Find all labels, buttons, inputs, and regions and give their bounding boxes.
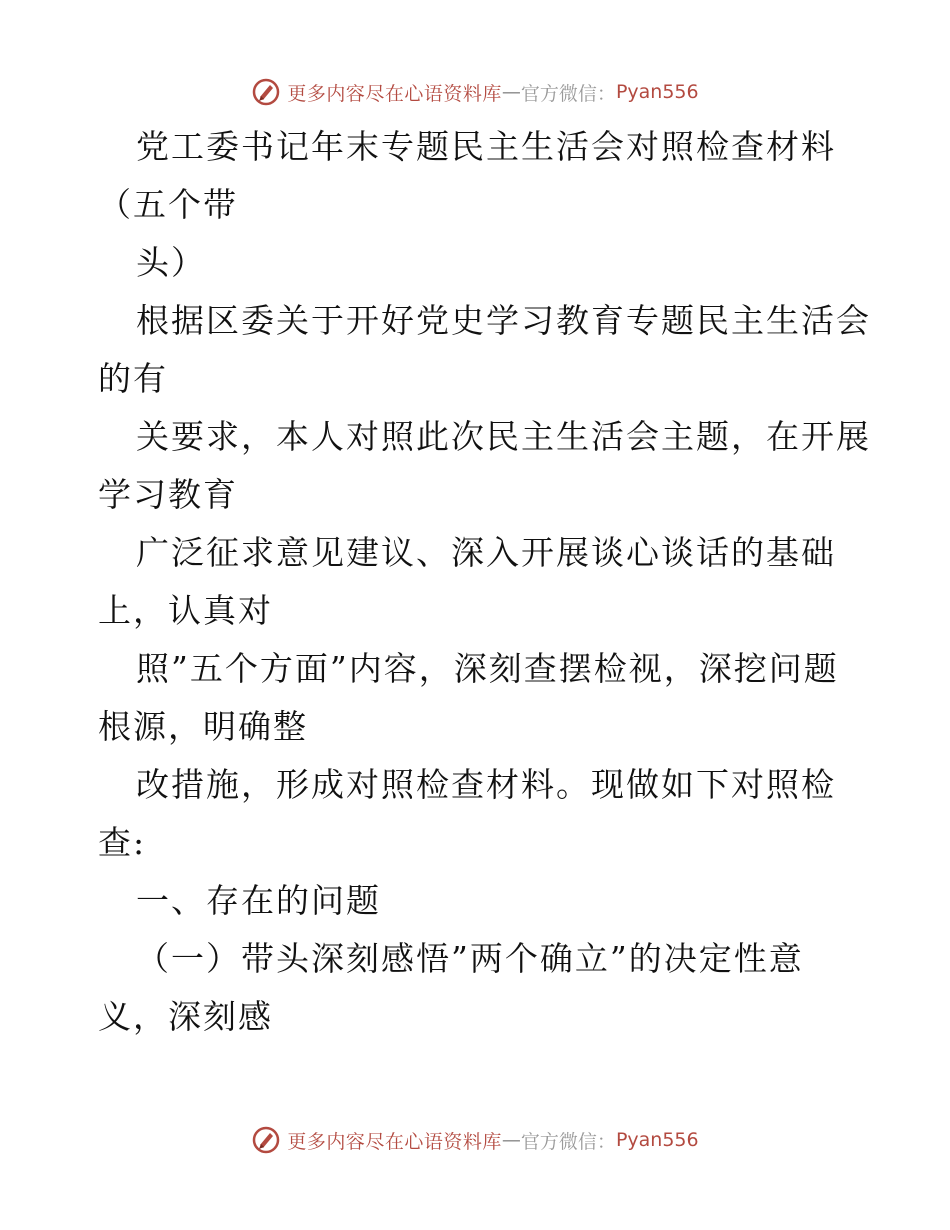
header-watermark-banner [0, 72, 950, 112]
subsection-heading-continued: 义，深刻感 [98, 997, 273, 1036]
logo-icon [251, 77, 281, 107]
footer-watermark-banner [0, 1120, 950, 1160]
document-body [98, 118, 871, 1046]
paragraph-line: 广泛征求意见建议、深入开展谈心谈话的基础 [136, 533, 836, 572]
subsection-heading: （一）带头深刻感悟”两个确立”的决定性意 [136, 939, 804, 978]
banner-text: 更多内容尽在心语资料库 [287, 1130, 502, 1153]
banner-text: 更多内容尽在心语资料库 [287, 82, 502, 105]
logo-icon [251, 1125, 281, 1155]
paragraph-line: 根据区委关于开好党史学习教育专题民主生活会 [136, 301, 871, 340]
document-title-line-1: 党工委书记年末专题民主生活会对照检查材料 [136, 127, 836, 166]
paragraph-line: 查: [98, 823, 147, 862]
banner-wechat-label: 官方微信： [520, 82, 616, 105]
banner-separator: — [501, 81, 521, 103]
section-heading: 一、存在的问题 [136, 881, 381, 920]
document-title-line-2: （五个带 [98, 185, 238, 224]
paragraph-line: 关要求，本人对照此次民主生活会主题，在开展 [136, 417, 871, 456]
document-title-line-3: 头） [136, 243, 206, 282]
banner-wechat-id: Pyan556 [615, 81, 699, 103]
banner-separator: — [501, 1129, 521, 1151]
paragraph-line: 照”五个方面”内容，深刻查摆检视，深挖问题 [136, 649, 839, 688]
paragraph-line: 的有 [98, 359, 168, 398]
paragraph-line: 改措施，形成对照检查材料。现做如下对照检 [136, 765, 836, 804]
paragraph-line: 上，认真对 [98, 591, 273, 630]
banner-wechat-id: Pyan556 [615, 1129, 699, 1151]
paragraph-line: 学习教育 [98, 475, 238, 514]
banner-wechat-label: 官方微信： [520, 1130, 616, 1153]
paragraph-line: 根源，明确整 [98, 707, 308, 746]
